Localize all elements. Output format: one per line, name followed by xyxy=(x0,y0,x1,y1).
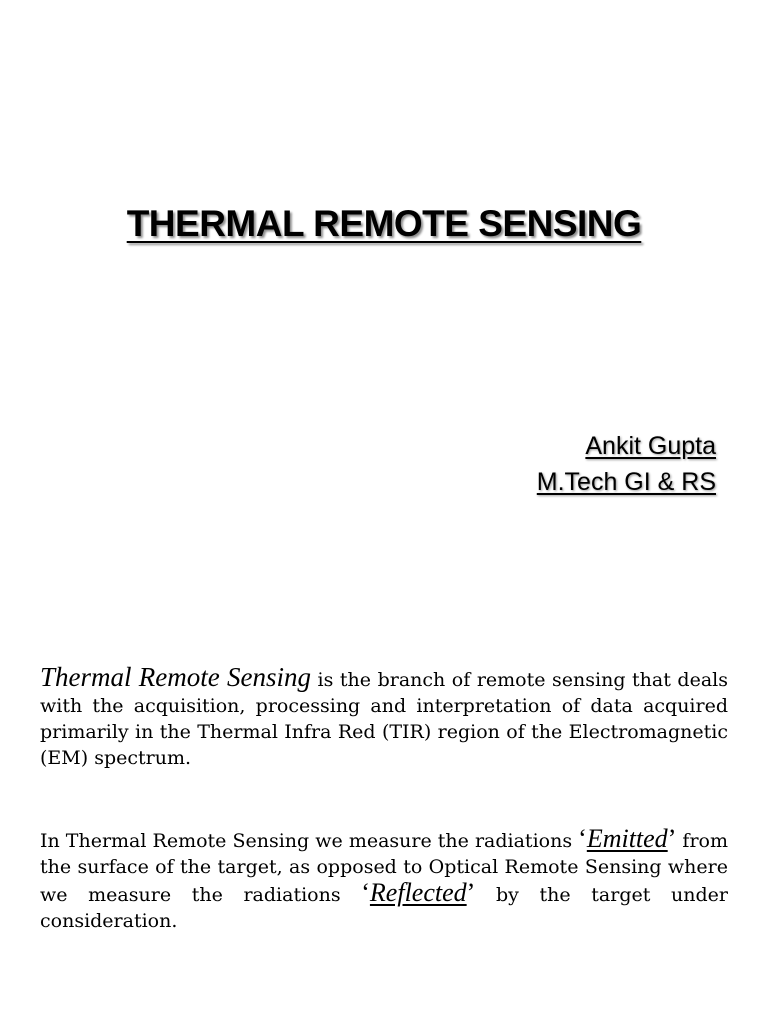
reflected-word: Reflected xyxy=(369,878,467,907)
author-program: M.Tech GI & RS xyxy=(536,468,716,496)
emitted-open-quote: ‘ xyxy=(578,824,587,853)
emitted-word: Emitted xyxy=(586,824,668,853)
page-title: THERMAL REMOTE SENSING xyxy=(126,203,642,244)
definition-text: is the branch of remote sensing that deals with the acquisition, processing and interpretation of data acquired primarily in the Thermal Infra Red (TIR) region of the Electromagnetic (EM) spectrum. xyxy=(40,669,728,769)
reflected-open-quote: ‘ xyxy=(361,878,370,907)
comparison-text-1: In Thermal Remote Sensing we measure the radiations xyxy=(40,830,579,852)
reflected-term xyxy=(361,878,475,907)
emitted-term xyxy=(578,824,676,853)
comparison-paragraph xyxy=(40,826,728,934)
definition-paragraph xyxy=(40,664,728,771)
definition-term: Thermal Remote Sensing xyxy=(40,662,311,692)
author-name: Ankit Gupta xyxy=(585,432,716,460)
reflected-close-quote: ’ xyxy=(466,878,476,907)
emitted-close-quote: ’ xyxy=(667,824,677,853)
comparison-text-3: by the target under consideration. xyxy=(40,884,728,932)
author-block xyxy=(537,428,716,500)
comparison-text-2: from the surface of the target, as opposed to Optical Remote Sensing where we measure the radiations xyxy=(40,830,728,906)
